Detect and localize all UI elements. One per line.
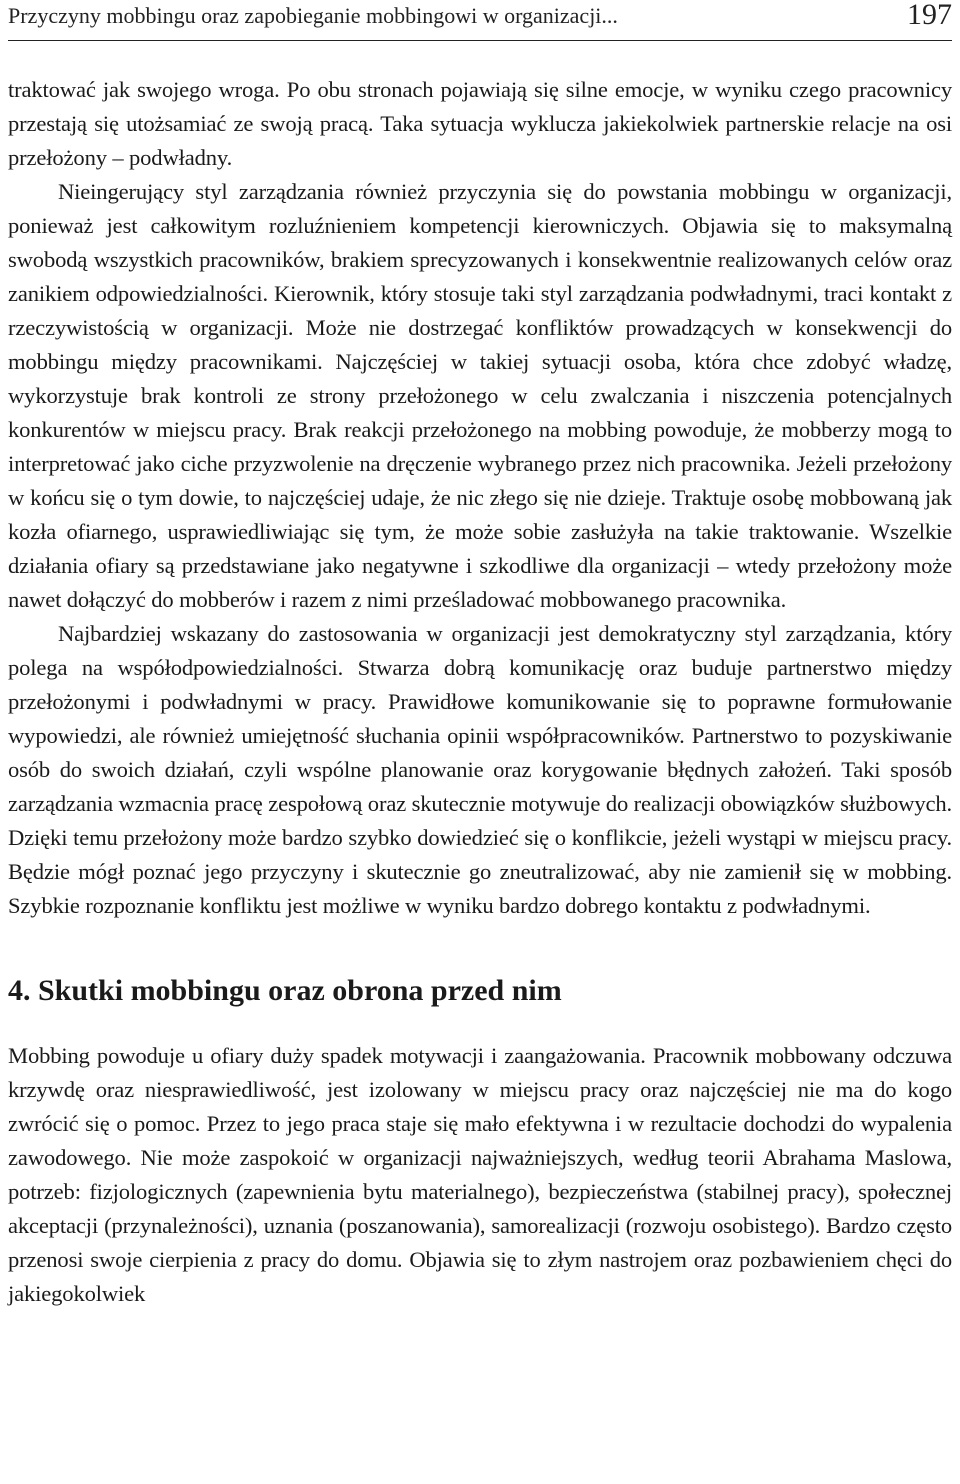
body-text bbox=[8, 73, 952, 1311]
running-header bbox=[8, 0, 952, 41]
document-page bbox=[8, 0, 952, 1311]
header-title: Przyczyny mobbingu oraz zapobieganie mobbingowi w organizacji... bbox=[8, 3, 618, 28]
page-number: 197 bbox=[907, 0, 952, 31]
paragraph-laissez-faire-style: Nieingerujący styl zarządzania również przyczynia się do powstania mobbingu w organizacji, ponieważ jest całkowitym rozluźnieniem kompetencji kierowniczych. Objawia się to maksymalną swobodą wszystkich pracowników, brakiem sprecyzowanych i konsekwentnie realizowanych celów oraz zanikiem odpowiedzialności. Kierownik, który stosuje taki styl zarządzania podwładnymi, traci kontakt z rzeczywistością w organizacji. Może nie dostrzegać konfliktów prowadzących w konsekwencji do mobbingu między pracownikami. Najczęściej w takiej sytuacji osoba, która chce zdobyć władzę, wykorzystuje brak kontroli ze strony przełożonego w celu zwalczania i niszczenia potencjalnych konkurentów w miejscu pracy. Brak reakcji przełożonego na mobbing powoduje, że mobberzy mogą to interpretować jako ciche przyzwolenie na dręczenie wybranego przez nich pracownika. Jeżeli przełożony w końcu się o tym dowie, to najczęściej udaje, że nic złego się nie dzieje. Traktuje osobę mobbowaną jak kozła ofiarnego, usprawiedliwiając się tym, że może sobie zasłużyła na takie traktowanie. Wszelkie działania ofiary są przedstawiane jako negatywne i szkodliwe dla organizacji – wtedy przełożony może nawet dołączyć do mobberów i razem z nimi prześladować mobbowanego pracownika. bbox=[8, 179, 952, 612]
paragraph-effects-of-mobbing: Mobbing powoduje u ofiary duży spadek motywacji i zaangażowania. Pracownik mobbowany odczuwa krzywdę oraz niesprawiedliwość, jest izolowany w miejscu pracy oraz najczęściej nie ma do kogo zwrócić się o pomoc. Przez to jego praca staje się mało efektywna i w rezultacie dochodzi do wypalenia zawodowego. Nie może zaspokoić w organizacji najważniejszych, według teorii Abrahama Maslowa, potrzeb: fizjologicznych (zapewnienia bytu materialnego), bezpieczeństwa (stabilnej pracy), społecznej akceptacji (przynależności), uznania (poszanowania), samorealizacji (rozwoju osobistego). Bardzo często przenosi swoje cierpienia z pracy do domu. Objawia się to złym nastrojem oraz pozbawieniem chęci do jakiegokolwiek bbox=[8, 1043, 952, 1306]
paragraph-democratic-style: Najbardziej wskazany do zastosowania w organizacji jest demokratyczny styl zarządzania, który polega na współodpowiedzialności. Stwarza dobrą komunikację oraz buduje partnerstwo między przełożonymi i podwładnymi w pracy. Prawidłowe komunikowanie się to poprawne formułowanie wypowiedzi, ale również umiejętność słuchania opinii współpracowników. Partnerstwo to pozyskiwanie osób do swoich działań, czyli wspólne planowanie oraz korygowanie błędnych założeń. Taki sposób zarządzania wzmacnia pracę zespołową oraz skutecznie motywuje do realizacji obowiązków służbowych. Dzięki temu przełożony może bardzo szybko dowiedzieć się o konflikcie, jeżeli wystąpi w miejscu pracy. Będzie mógł poznać jego przyczyny i skutecznie go zneutralizować, aby nie zamienił się w mobbing. Szybkie rozpoznanie konfliktu jest możliwe w wyniku bardzo dobrego kontaktu z podwładnymi. bbox=[8, 621, 952, 918]
paragraph-continuation: traktować jak swojego wroga. Po obu stronach pojawiają się silne emocje, w wyniku czego pracownicy przestają się utożsamiać ze swoją pracą. Taka sytuacja wyklucza jakiekolwiek partnerskie relacje na osi przełożony – podwładny. bbox=[8, 77, 952, 170]
section-heading: 4. Skutki mobbingu oraz obrona przed nim bbox=[8, 974, 562, 1007]
